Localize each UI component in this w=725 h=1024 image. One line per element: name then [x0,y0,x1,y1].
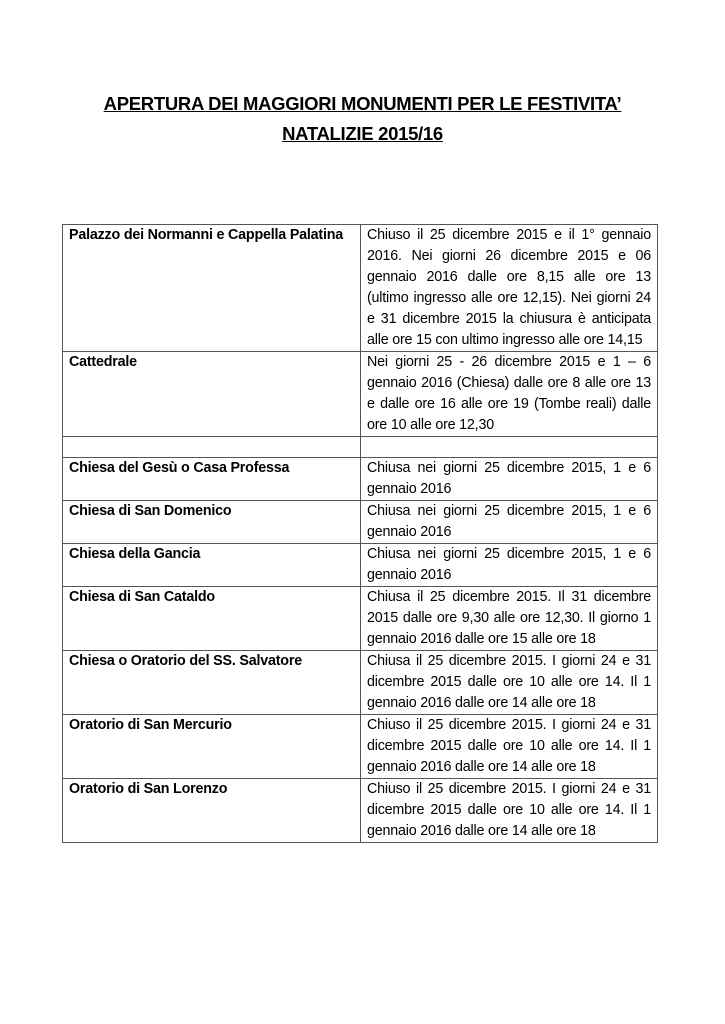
opening-info [361,437,658,458]
opening-info: Chiuso il 25 dicembre 2015 e il 1° gennaio 2016. Nei giorni 26 dicembre 2015 e 06 gennaio 2016 dalle ore 8,15 alle ore 13 (ultimo ingresso alle ore 12,15). Nei giorni 24 e 31 dicembre 2015 la chiusura è anticipata alle ore 15 con ultimo ingresso alle ore 14,15 [361,225,658,352]
monument-name: Chiesa di San Domenico [63,501,361,544]
monument-name: Oratorio di San Mercurio [63,715,361,779]
opening-info: Chiusa il 25 dicembre 2015. I giorni 24 e 31 dicembre 2015 dalle ore 10 alle ore 14. Il 1 gennaio 2016 dalle ore 14 alle ore 18 [361,651,658,715]
document-title-line2: NATALIZIE 2015/16 [282,123,443,144]
opening-info: Chiusa nei giorni 25 dicembre 2015, 1 e 6 gennaio 2016 [361,544,658,587]
opening-info: Chiuso il 25 dicembre 2015. I giorni 24 e 31 dicembre 2015 dalle ore 10 alle ore 14. Il 1 gennaio 2016 dalle ore 14 alle ore 18 [361,715,658,779]
monument-name [63,437,361,458]
monument-name: Palazzo dei Normanni e Cappella Palatina [63,225,361,352]
document-title-line1: APERTURA DEI MAGGIORI MONUMENTI PER LE FESTIVITA’ [103,93,622,114]
table-row [63,587,658,651]
monument-name: Chiesa della Gancia [63,544,361,587]
opening-info: Chiusa il 25 dicembre 2015. Il 31 dicembre 2015 dalle ore 9,30 alle ore 12,30. Il giorno 1 gennaio 2016 dalle ore 15 alle ore 18 [361,587,658,651]
table-row [63,651,658,715]
table-row [63,458,658,501]
monument-name: Chiesa di San Cataldo [63,587,361,651]
monument-name: Cattedrale [63,352,361,437]
table-row [63,501,658,544]
opening-info: Chiuso il 25 dicembre 2015. I giorni 24 e 31 dicembre 2015 dalle ore 10 alle ore 14. Il 1 gennaio 2016 dalle ore 14 alle ore 18 [361,779,658,843]
opening-info: Chiusa nei giorni 25 dicembre 2015, 1 e 6 gennaio 2016 [361,501,658,544]
table-row [63,437,658,458]
table-row [63,352,658,437]
opening-info: Nei giorni 25 - 26 dicembre 2015 e 1 – 6 gennaio 2016 (Chiesa) dalle ore 8 alle ore 13 e dalle ore 16 alle ore 19 (Tombe reali) dalle ore 10 alle ore 12,30 [361,352,658,437]
table-row [63,779,658,843]
monument-name: Chiesa del Gesù o Casa Professa [63,458,361,501]
opening-info: Chiusa nei giorni 25 dicembre 2015, 1 e 6 gennaio 2016 [361,458,658,501]
table-row [63,225,658,352]
monument-name: Oratorio di San Lorenzo [63,779,361,843]
table-row [63,715,658,779]
table-row [63,544,658,587]
monument-name: Chiesa o Oratorio del SS. Salvatore [63,651,361,715]
monuments-table [62,224,658,843]
